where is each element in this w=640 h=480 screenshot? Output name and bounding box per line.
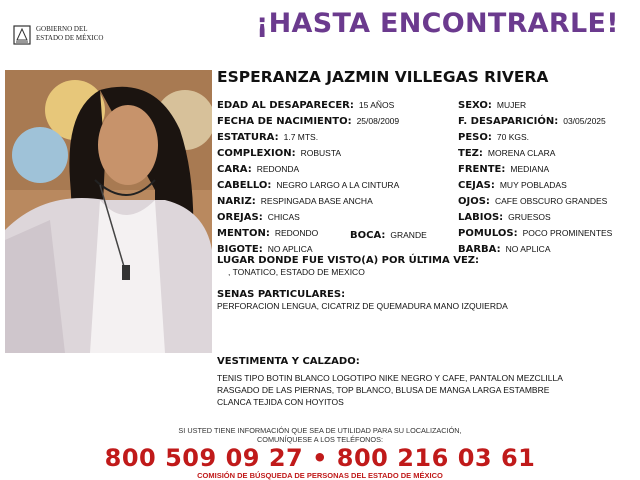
field-label: ESTATURA: xyxy=(217,132,279,143)
field-value: CAFE OBSCURO GRANDES xyxy=(494,196,608,206)
headline: ¡HASTA ENCONTRARLE! xyxy=(256,8,619,39)
field-label: FRENTE: xyxy=(458,164,506,175)
clothing-line-1: TENIS TIPO BOTIN BLANCO LOGOTIPO NIKE NEGRO Y CAFE, PANTALON MEZCLILLA xyxy=(217,373,563,383)
last-seen-label: LUGAR DONDE FUE VISTO(A) POR ÚLTIMA VEZ: xyxy=(217,255,480,266)
marks-label: SENAS PARTICULARES: xyxy=(217,289,346,300)
field-label: LABIOS: xyxy=(458,212,504,223)
logo-line-1: GOBIERNO DEL xyxy=(36,25,88,33)
field-value: GRANDE xyxy=(390,230,427,240)
field-label: NARIZ: xyxy=(217,196,256,207)
commission-name: COMISIÓN DE BÚSQUEDA DE PERSONAS DEL ESTADO DE MÉXICO xyxy=(197,471,443,480)
field-label: CABELLO: xyxy=(217,180,272,191)
missing-person-photo xyxy=(5,70,212,353)
field-value: 70 KGS. xyxy=(496,132,530,142)
field-label: OJOS: xyxy=(458,196,490,207)
government-logo xyxy=(12,24,122,46)
field-value: POCO PROMINENTES xyxy=(522,228,613,238)
state-crest-icon xyxy=(12,24,32,46)
field-value: MEDIANA xyxy=(510,164,550,174)
field-label: CARA: xyxy=(217,164,252,175)
field-value: 03/05/2025 xyxy=(563,116,606,126)
contact-note-line-1: SI USTED TIENE INFORMACIÓN QUE SEA DE UTILIDAD PARA SU LOCALIZACIÓN, xyxy=(178,426,462,435)
field-label: POMULOS: xyxy=(458,228,518,239)
phone-separator: • xyxy=(312,444,328,472)
field-value: 25/08/2009 xyxy=(356,116,400,126)
phone-numbers xyxy=(0,444,640,472)
field-label: OREJAS: xyxy=(217,212,263,223)
last-seen-value: , TONATICO, ESTADO DE MEXICO xyxy=(228,267,365,277)
field-label: COMPLEXION: xyxy=(217,148,296,159)
field-value: MUY POBLADAS xyxy=(499,180,567,190)
marks-value: PERFORACION LENGUA, CICATRIZ DE QUEMADURA MANO IZQUIERDA xyxy=(217,301,508,311)
field-value: 15 AÑOS xyxy=(358,100,395,110)
clothing-line-3: CLANCA TEJIDA CON HOYITOS xyxy=(217,397,344,407)
field-value: NO APLICA xyxy=(267,244,313,254)
field-label: TEZ: xyxy=(458,148,483,159)
phone-number-1: 800 509 09 27 xyxy=(104,444,304,472)
field-value: ROBUSTA xyxy=(300,148,342,158)
field-label: MENTON: xyxy=(217,228,270,239)
field-value: REDONDA xyxy=(256,164,300,174)
field-value: NO APLICA xyxy=(505,244,551,254)
field-value: REDONDO xyxy=(274,228,319,238)
person-name: ESPERANZA JAZMIN VILLEGAS RIVERA xyxy=(217,68,549,86)
logo-line-2: ESTADO DE MÉXICO xyxy=(36,34,104,42)
field-boca xyxy=(350,225,427,243)
field-label: BOCA: xyxy=(350,230,386,241)
field-label: PESO: xyxy=(458,132,492,143)
field-value: NEGRO LARGO A LA CINTURA xyxy=(276,180,400,190)
field-value: 1.7 MTS. xyxy=(283,132,319,142)
contact-note-line-2: COMUNÍQUESE A LOS TELÉFONOS: xyxy=(257,435,383,444)
clothing-line-2: RASGADO DE LAS PIERNAS, TOP BLANCO, BLUSA DE MANGA LARGA ESTAMBRE xyxy=(217,385,550,395)
field-value: RESPINGADA BASE ANCHA xyxy=(260,196,373,206)
field-label: BARBA: xyxy=(458,244,501,255)
logo-text xyxy=(36,25,104,43)
field-label: F. DESAPARICIÓN: xyxy=(458,116,559,127)
field-label: FECHA DE NACIMIENTO: xyxy=(217,116,352,127)
contact-note xyxy=(0,426,640,444)
field-label: EDAD AL DESAPARECER: xyxy=(217,100,354,111)
field-label: CEJAS: xyxy=(458,180,495,191)
field-value: GRUESOS xyxy=(508,212,551,222)
field-label: BIGOTE: xyxy=(217,244,263,255)
phone-number-2: 800 216 03 61 xyxy=(336,444,536,472)
field-value: MORENA CLARA xyxy=(487,148,556,158)
field-value: MUJER xyxy=(496,100,527,110)
field-value: CHICAS xyxy=(267,212,300,222)
field-label: SEXO: xyxy=(458,100,492,111)
clothing-label: VESTIMENTA Y CALZADO: xyxy=(217,356,360,367)
